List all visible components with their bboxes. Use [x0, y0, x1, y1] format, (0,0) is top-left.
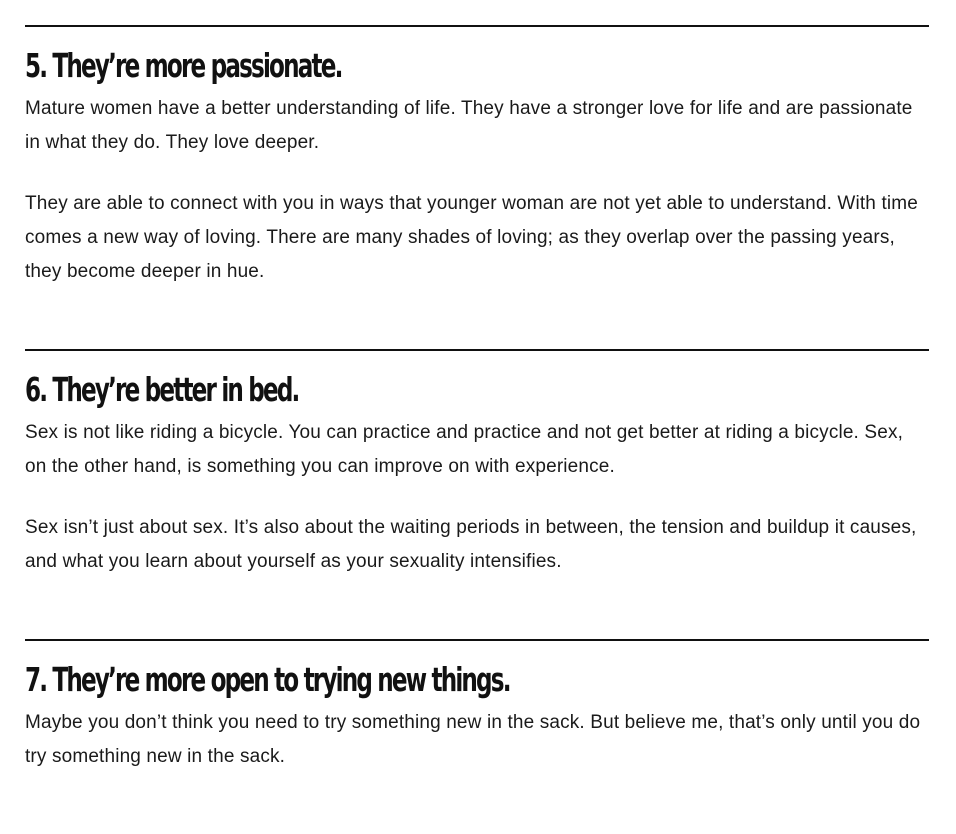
paragraph: Mature women have a better understanding of life. They have a stronger love for life and are passionate in what they do. They love deeper.: [25, 98, 913, 153]
section-heading: 7. They’re more open to trying new things.: [25, 660, 510, 699]
article-body: [25, 25, 929, 834]
section-more-passionate: [25, 25, 929, 289]
section-title-wrap: [25, 368, 929, 412]
section-title-wrap: [25, 44, 929, 88]
paragraph: Sex is not like riding a bicycle. You can practice and practice and not get better at riding a bicycle. Sex, on the other hand, is something you can improve on with experience.: [25, 422, 904, 477]
paragraph: Sex isn’t just about sex. It’s also about the waiting periods in between, the tension and buildup it causes, and what you learn about yourself as your sexuality intensifies.: [25, 517, 917, 572]
section-heading: 6. They’re better in bed.: [25, 370, 299, 409]
section-better-in-bed: [25, 349, 929, 579]
paragraph: They are able to connect with you in ways that younger woman are not yet able to understand. With time comes a new way of loving. There are many shades of loving; as they overlap over the passing years, they become deeper in hue.: [25, 193, 918, 282]
section-heading: 5. They’re more passionate.: [25, 46, 342, 85]
paragraph: Maybe you don’t think you need to try something new in the sack. But believe me, that’s only until you do try something new in the sack.: [25, 712, 921, 767]
section-open-to-new-things: [25, 639, 929, 774]
section-title-wrap: [25, 658, 929, 702]
